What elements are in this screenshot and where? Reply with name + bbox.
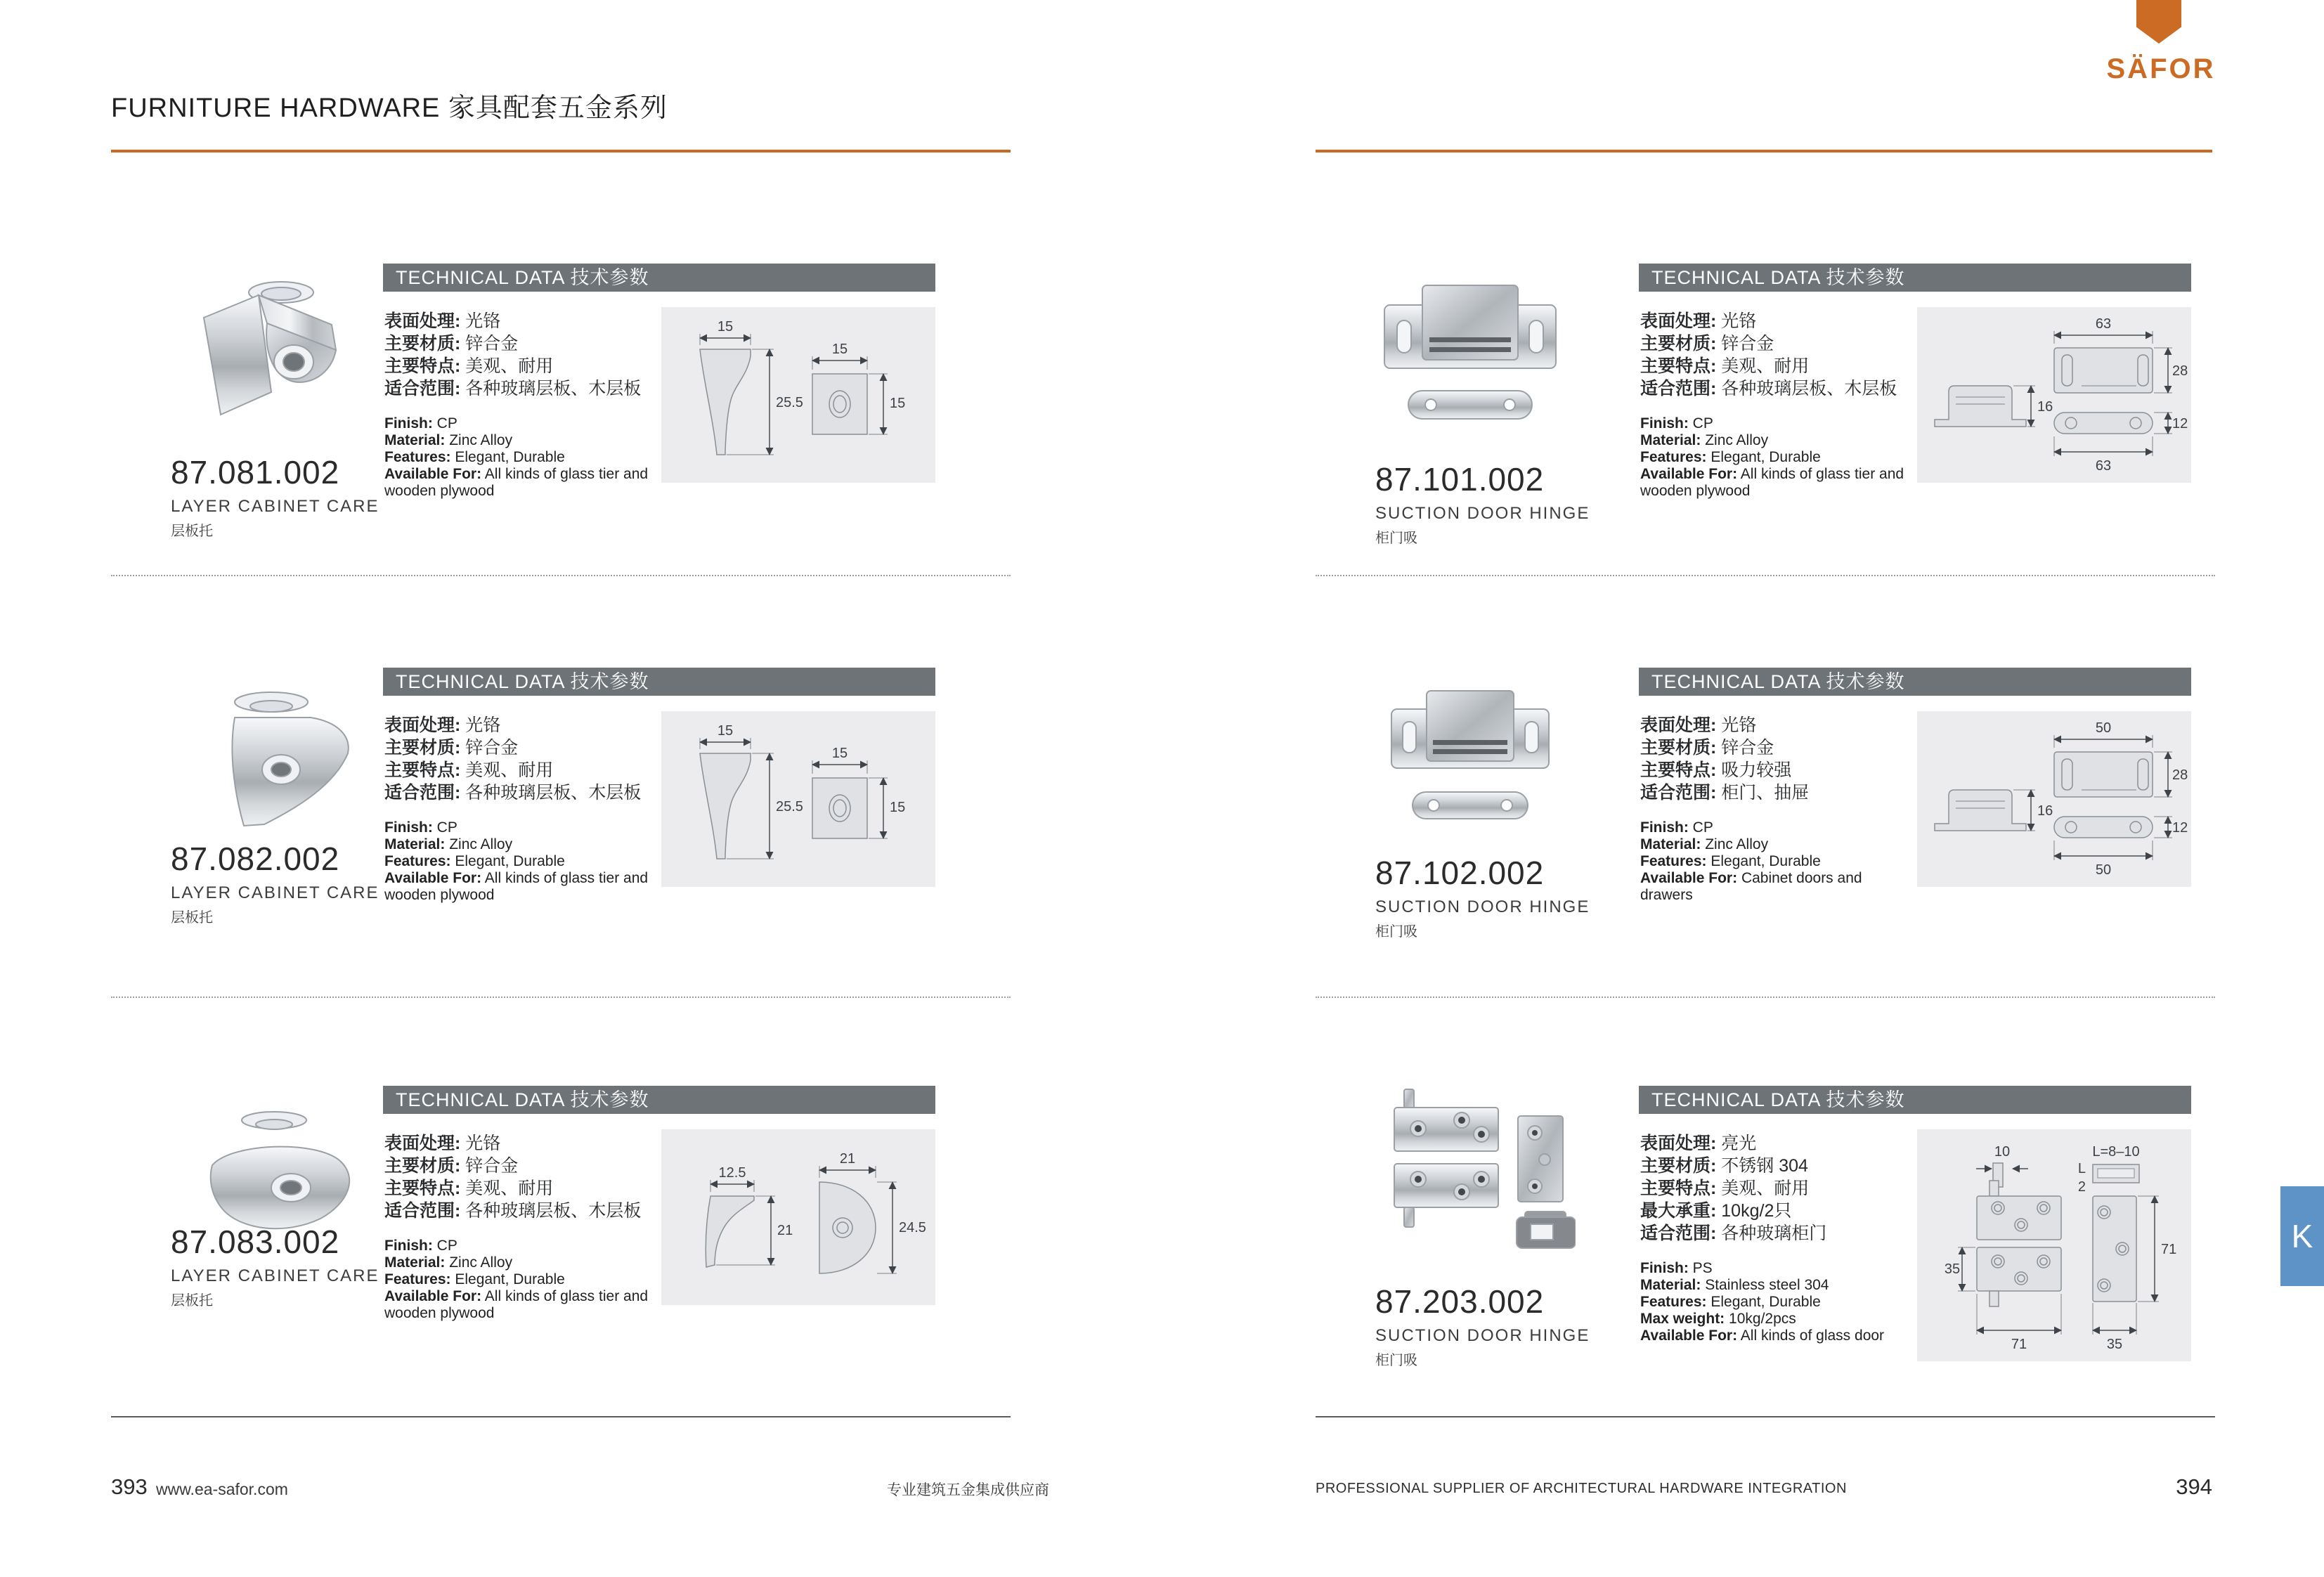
dim-label: 16	[2037, 399, 2053, 415]
spec-label: 适合范围:	[384, 379, 461, 398]
magnetic-catch-photo	[1358, 657, 1576, 840]
spec-label: Finish:	[384, 819, 433, 836]
spec-value: Zinc Alloy	[1705, 836, 1769, 852]
spec-value: CP	[436, 1238, 457, 1254]
spec-value: Elegant, Durable	[1710, 1294, 1821, 1310]
dim-label: 12.5	[718, 1165, 746, 1181]
dim-label: 15	[890, 800, 906, 815]
technical-drawing	[1917, 711, 2191, 887]
spec-value: 美观、耐用	[465, 1179, 554, 1198]
spec-label: 主要材质:	[1640, 1156, 1717, 1176]
dim-label: 71	[2011, 1337, 2027, 1352]
tech-block	[1639, 668, 2191, 963]
product-photo	[1358, 657, 1576, 840]
spec-label: 表面处理:	[384, 715, 461, 735]
spec-value: Elegant, Durable	[1710, 853, 1821, 869]
dim-label: 12	[2172, 416, 2188, 431]
dim-label: 50	[2095, 720, 2112, 736]
product-name-zh: 层板托	[171, 1293, 213, 1309]
spec-value: 10kg/2只	[1721, 1201, 1792, 1221]
footer-slogan-en: PROFESSIONAL SUPPLIER OF ARCHITECTURAL HARDWARE INTEGRATION	[1316, 1481, 1847, 1496]
spec-value: 锌合金	[465, 738, 519, 758]
dotted-separator	[111, 997, 1011, 998]
spec-list	[384, 1132, 660, 1322]
spec-value: CP	[436, 415, 457, 431]
technical-data-header: TECHNICAL DATA 技术参数	[383, 264, 935, 292]
spec-value: 光铬	[465, 311, 501, 331]
product-name-en: SUCTION DOOR HINGE	[1375, 504, 1590, 523]
catch-drawing	[1917, 307, 2191, 483]
dim-label: 15	[717, 723, 734, 739]
dotted-separator	[1316, 997, 2215, 998]
spec-value: Zinc Alloy	[449, 1254, 513, 1271]
product-caption	[171, 840, 379, 926]
spec-label: 主要材质:	[384, 334, 461, 353]
page-number-left: 393	[111, 1474, 148, 1499]
dim-label: 35	[1944, 1261, 1961, 1277]
technical-drawing	[661, 307, 935, 483]
glass-door-hinge-photo	[1358, 1075, 1576, 1258]
spec-label: 表面处理:	[384, 1134, 461, 1153]
spec-value: 光铬	[1721, 715, 1757, 735]
dim-label: L	[2077, 1161, 2086, 1176]
spec-value: 美观、耐用	[1721, 1179, 1810, 1198]
spec-value: Cabinet doors and drawers	[1640, 870, 1862, 903]
spec-label: Material:	[384, 1254, 446, 1271]
spec-value: 美观、耐用	[465, 356, 554, 376]
spec-label: Features:	[384, 449, 451, 465]
spec-label: 主要特点:	[1640, 760, 1717, 780]
section-tab-k[interactable]: K	[2280, 1186, 2324, 1286]
spec-label: 适合范围:	[1640, 1224, 1717, 1243]
spec-label: Available For:	[1640, 1328, 1738, 1344]
bracket-drawing	[661, 307, 935, 483]
product-code: 87.081.002	[171, 454, 340, 491]
catch-drawing	[1917, 711, 2191, 887]
dim-label: 35	[2106, 1337, 2123, 1352]
spec-label: Finish:	[1640, 819, 1689, 836]
spec-value: Zinc Alloy	[449, 432, 513, 448]
dim-label: 15	[831, 746, 848, 761]
spec-value: PS	[1692, 1260, 1713, 1276]
spec-label: 适合范围:	[1640, 783, 1717, 803]
spec-label: Available For:	[1640, 466, 1738, 482]
spec-label: Max weight:	[1640, 1311, 1725, 1327]
tech-block	[1639, 264, 2191, 559]
dim-label: 63	[2095, 316, 2112, 332]
spec-label: Material:	[1640, 1277, 1701, 1293]
product-name-en: SUCTION DOOR HINGE	[1375, 1326, 1590, 1345]
dim-label: 25.5	[776, 799, 803, 815]
spec-value: CP	[1692, 415, 1713, 431]
technical-data-header: TECHNICAL DATA 技术参数	[1639, 668, 2191, 696]
layer-cabinet-bracket-photo	[153, 657, 371, 840]
product-name-en: SUCTION DOOR HINGE	[1375, 897, 1590, 916]
spec-label: Available For:	[1640, 870, 1738, 886]
spec-label: 表面处理:	[1640, 715, 1717, 735]
product-name-zh: 层板托	[171, 910, 213, 926]
technical-drawing	[1917, 307, 2191, 483]
spec-value: Elegant, Durable	[455, 449, 565, 465]
spec-label: Finish:	[1640, 1260, 1689, 1276]
bracket-drawing	[661, 1129, 935, 1305]
product-name-zh: 层板托	[171, 524, 213, 539]
technical-data-header: TECHNICAL DATA 技术参数	[1639, 1086, 2191, 1114]
spec-value: 锌合金	[1721, 738, 1774, 758]
dim-label: 10	[1994, 1144, 2011, 1160]
product-photo	[153, 253, 371, 436]
product-caption	[171, 1223, 379, 1309]
product-photo	[1358, 1075, 1576, 1258]
spec-value: 各种玻璃层板、木层板	[465, 1201, 642, 1221]
layer-cabinet-bracket-photo	[153, 253, 371, 436]
footer-url[interactable]: www.ea-safor.com	[156, 1480, 288, 1498]
spec-label: Finish:	[384, 1238, 433, 1254]
spec-label: Available For:	[384, 466, 482, 482]
product-name-zh: 柜门吸	[1375, 531, 1417, 546]
technical-data-header: TECHNICAL DATA 技术参数	[383, 668, 935, 696]
dim-label: 21	[839, 1151, 856, 1167]
spec-value: 锌合金	[465, 334, 519, 353]
spec-value: 锌合金	[465, 1156, 519, 1176]
spec-label: 主要特点:	[384, 760, 461, 780]
dim-label: 2	[2077, 1179, 2086, 1195]
spec-value: All kinds of glass tier and wooden plywood	[384, 870, 649, 903]
dim-label: 12	[2172, 820, 2188, 836]
spec-label: 主要材质:	[384, 738, 461, 758]
spec-label: Available For:	[384, 1288, 482, 1304]
page-title: FURNITURE HARDWARE 家具配套五金系列	[111, 93, 668, 123]
spec-label: Features:	[1640, 1294, 1707, 1310]
spec-value: 光铬	[465, 715, 501, 735]
hinge-drawing	[1917, 1129, 2191, 1361]
tech-block	[383, 668, 935, 963]
left-page-column	[111, 0, 1011, 1577]
spec-label: 最大承重:	[1640, 1201, 1717, 1221]
spec-label: 主要特点:	[384, 1179, 461, 1198]
spec-list	[1640, 714, 1916, 904]
tech-block	[1639, 1086, 2191, 1381]
product-photo	[1358, 253, 1576, 436]
spec-value: 锌合金	[1721, 334, 1774, 353]
tech-block	[383, 1086, 935, 1381]
spec-label: Material:	[1640, 836, 1701, 852]
spec-label: Material:	[384, 432, 446, 448]
spec-label: Finish:	[384, 415, 433, 431]
spec-label: 适合范围:	[1640, 379, 1717, 398]
technical-drawing	[1917, 1129, 2191, 1361]
dim-label: 15	[890, 396, 906, 411]
spec-label: 适合范围:	[384, 1201, 461, 1221]
spec-label: 主要特点:	[1640, 356, 1717, 376]
spec-label: 主要材质:	[1640, 738, 1717, 758]
dim-label: 16	[2037, 803, 2053, 819]
technical-drawing	[661, 1129, 935, 1305]
dim-label: L=8–10	[2092, 1144, 2140, 1160]
spec-value: All kinds of glass tier and wooden plywood	[384, 1288, 649, 1321]
spec-value: All kinds of glass tier and wooden plywood	[384, 466, 649, 499]
spec-label: Material:	[384, 836, 446, 852]
dim-label: 15	[717, 319, 734, 335]
product-code: 87.082.002	[171, 841, 340, 877]
spec-value: 不锈钢 304	[1721, 1156, 1808, 1176]
spec-list	[384, 310, 660, 500]
dim-label: 25.5	[776, 395, 803, 410]
spec-value: 各种玻璃层板、木层板	[465, 783, 642, 803]
dim-label: 24.5	[899, 1220, 926, 1235]
technical-data-header: TECHNICAL DATA 技术参数	[383, 1086, 935, 1114]
spec-label: 适合范围:	[384, 783, 461, 803]
product-name-zh: 柜门吸	[1375, 924, 1417, 940]
spec-value: 各种玻璃层板、木层板	[465, 379, 642, 398]
product-caption	[1375, 1283, 1590, 1369]
footer-slogan-zh: 专业建筑五金集成供应商	[887, 1482, 1049, 1498]
spec-value: 10kg/2pcs	[1729, 1311, 1796, 1327]
right-page-column	[1316, 0, 2215, 1577]
spec-value: CP	[1692, 819, 1713, 836]
spec-value: Zinc Alloy	[1705, 432, 1769, 448]
spec-value: All kinds of glass tier and wooden plywood	[1640, 466, 1904, 499]
dotted-separator	[1316, 575, 2215, 576]
safor-logo: SÄFOR	[2106, 53, 2216, 84]
spec-label: Finish:	[1640, 415, 1689, 431]
product-name-zh: 柜门吸	[1375, 1353, 1417, 1368]
spec-value: Elegant, Durable	[455, 853, 565, 869]
spec-value: 柜门、抽屉	[1721, 783, 1810, 803]
dim-label: 50	[2095, 862, 2112, 878]
spec-label: Features:	[384, 1271, 451, 1287]
product-caption	[171, 453, 379, 540]
spec-label: 表面处理:	[384, 311, 461, 331]
product-code: 87.101.002	[1375, 461, 1545, 498]
spec-value: 亮光	[1721, 1134, 1757, 1153]
bracket-drawing	[661, 711, 935, 887]
bottom-rule	[1316, 1416, 2215, 1417]
spec-value: 吸力较强	[1721, 760, 1792, 780]
spec-label: 主要材质:	[1640, 334, 1717, 353]
spec-value: Elegant, Durable	[455, 1271, 565, 1287]
spec-label: 主要材质:	[384, 1156, 461, 1176]
product-name-en: LAYER CABINET CARE	[171, 883, 379, 902]
spec-list	[1640, 1132, 1916, 1344]
product-name-en: LAYER CABINET CARE	[171, 497, 379, 516]
spec-label: Features:	[384, 853, 451, 869]
spec-value: 各种玻璃柜门	[1721, 1224, 1827, 1243]
magnetic-catch-photo	[1358, 253, 1576, 436]
product-caption	[1375, 460, 1590, 547]
spec-value: 美观、耐用	[1721, 356, 1810, 376]
spec-value: All kinds of glass door	[1740, 1328, 1885, 1344]
spec-label: Material:	[1640, 432, 1701, 448]
dim-label: 28	[2172, 767, 2188, 783]
spec-list	[1640, 310, 1916, 500]
dotted-separator	[111, 575, 1011, 576]
spec-value: 美观、耐用	[465, 760, 554, 780]
spec-value: Elegant, Durable	[1710, 449, 1821, 465]
spec-label: 主要特点:	[1640, 1179, 1717, 1198]
technical-data-header: TECHNICAL DATA 技术参数	[1639, 264, 2191, 292]
dim-label: 28	[2172, 363, 2188, 379]
product-caption	[1375, 854, 1590, 940]
spec-value: 各种玻璃层板、木层板	[1721, 379, 1897, 398]
spec-label: 表面处理:	[1640, 311, 1717, 331]
technical-drawing	[661, 711, 935, 887]
spec-value: Zinc Alloy	[449, 836, 513, 852]
product-code: 87.083.002	[171, 1224, 340, 1260]
spec-label: Available For:	[384, 870, 482, 886]
spec-label: Features:	[1640, 853, 1707, 869]
page-number-right: 394	[2176, 1474, 2212, 1499]
dim-label: 63	[2095, 458, 2112, 474]
tech-block	[383, 264, 935, 559]
spec-list	[384, 714, 660, 904]
spec-label: 主要特点:	[384, 356, 461, 376]
product-code: 87.203.002	[1375, 1283, 1545, 1320]
dim-label: 71	[2161, 1242, 2177, 1257]
dim-label: 21	[777, 1223, 793, 1238]
spec-value: 光铬	[1721, 311, 1757, 331]
spec-value: CP	[436, 819, 457, 836]
spec-value: 光铬	[465, 1134, 501, 1153]
product-photo	[153, 657, 371, 840]
product-name-en: LAYER CABINET CARE	[171, 1266, 379, 1285]
bottom-rule	[111, 1416, 1011, 1417]
spec-value: Stainless steel 304	[1705, 1277, 1829, 1293]
spec-label: 表面处理:	[1640, 1134, 1717, 1153]
dim-label: 15	[831, 342, 848, 357]
spec-label: Features:	[1640, 449, 1707, 465]
product-code: 87.102.002	[1375, 855, 1545, 891]
